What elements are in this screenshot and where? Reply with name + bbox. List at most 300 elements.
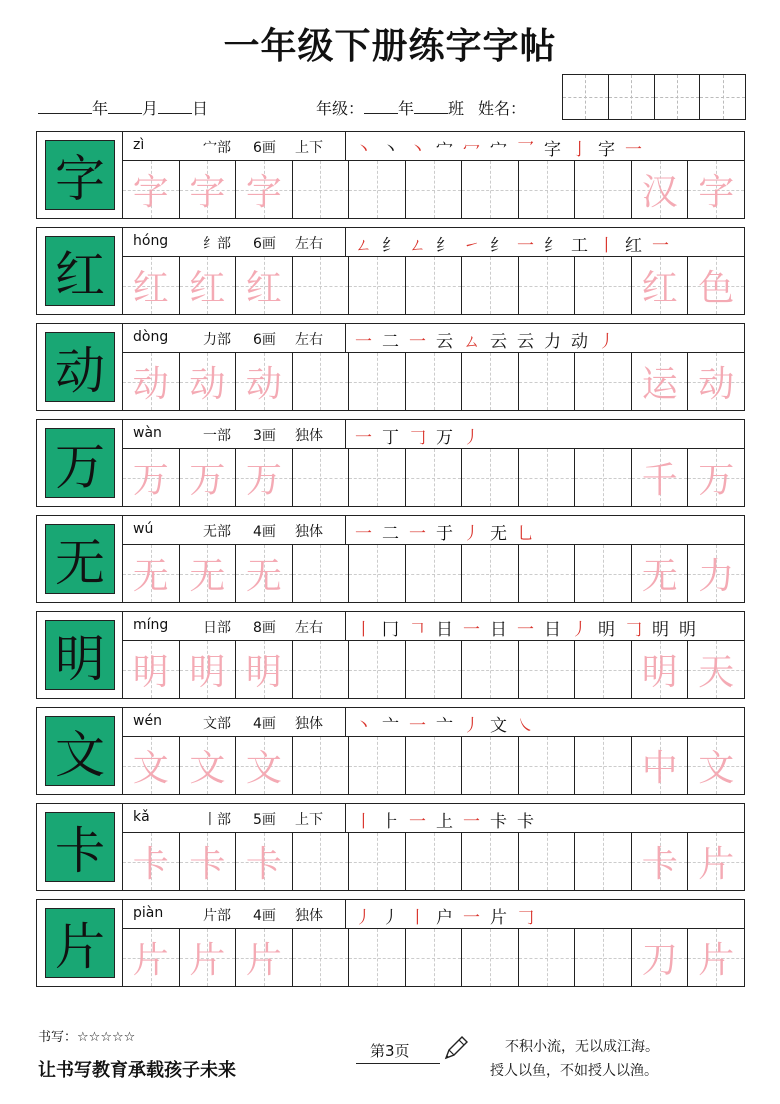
practice-cell[interactable] [688, 257, 744, 314]
pinyin: kǎ [133, 809, 150, 825]
practice-cell[interactable] [519, 929, 576, 986]
stroke-step-base: 丶 [382, 140, 409, 160]
trace-character: 万 [189, 460, 226, 501]
word-character: 卡 [641, 844, 678, 885]
practice-cell[interactable] [575, 161, 632, 218]
model-character: 动 [45, 332, 115, 402]
trace-character: 红 [132, 268, 169, 309]
stroke-step [598, 140, 652, 160]
practice-grid [123, 449, 744, 506]
trace-character: 卡 [189, 844, 226, 885]
stroke-step-base: 二 [382, 524, 409, 544]
big-char-cell [37, 516, 123, 602]
pinyin: zì [133, 137, 145, 153]
word-character: 动 [698, 364, 735, 405]
practice-cell[interactable] [123, 161, 180, 218]
char-info-row [123, 708, 744, 737]
practice-cell[interactable] [123, 353, 180, 410]
structure: 独体 [295, 428, 323, 444]
stroke-step-new: 一 [625, 140, 652, 160]
practice-cell[interactable] [519, 161, 576, 218]
year-label: 年 [92, 99, 109, 118]
trace-character: 红 [245, 268, 282, 309]
practice-cell[interactable] [632, 545, 689, 602]
stroke-step-base: 宀 [436, 140, 463, 160]
word-character: 文 [698, 748, 735, 789]
practice-cell[interactable] [293, 449, 350, 506]
stroke-step-new: 一 [409, 716, 436, 736]
class-blank[interactable] [414, 99, 448, 114]
stroke-step-base: 云 [436, 332, 463, 352]
practice-cell[interactable] [575, 449, 632, 506]
stroke-order [355, 231, 679, 256]
stroke-step [679, 620, 706, 640]
model-character: 万 [45, 428, 115, 498]
structure: 左右 [295, 236, 323, 252]
stroke-step [490, 524, 544, 544]
stroke-step [382, 716, 436, 736]
stroke-count: 4画 [253, 716, 276, 732]
stroke-step [490, 332, 517, 352]
practice-cell[interactable] [688, 545, 744, 602]
page-number: 第3页 [356, 1040, 440, 1064]
word-character: 色 [698, 268, 735, 309]
word-character: 红 [641, 268, 678, 309]
practice-cell[interactable] [180, 641, 237, 698]
stroke-step-base: 宀 [490, 140, 517, 160]
practice-cell[interactable] [293, 929, 350, 986]
stroke-step-new: 一 [517, 620, 544, 640]
practice-cell[interactable] [123, 449, 180, 506]
practice-cell[interactable] [123, 833, 180, 890]
stroke-step-base: 亠 [382, 716, 409, 736]
practice-cell[interactable] [632, 257, 689, 314]
stroke-order [355, 327, 625, 352]
year-blank[interactable] [38, 99, 92, 114]
practice-cell[interactable] [462, 353, 519, 410]
trace-character: 红 [189, 268, 226, 309]
practice-grid [123, 257, 744, 314]
stroke-step-new: 丨 [355, 812, 382, 832]
stroke-step [382, 236, 436, 256]
char-block [36, 803, 745, 891]
practice-cell[interactable] [632, 641, 689, 698]
stroke-step-base: 字 [598, 140, 625, 160]
practice-cell[interactable] [406, 353, 463, 410]
stroke-step-new: 丿 [463, 716, 490, 736]
stroke-step [382, 620, 436, 640]
char-info-row [123, 228, 744, 257]
stroke-step-base: 卡 [490, 812, 517, 832]
stroke-step-base: 纟 [436, 236, 463, 256]
practice-cell[interactable] [180, 545, 237, 602]
stroke-order [355, 711, 544, 736]
trace-character: 万 [245, 460, 282, 501]
char-block [36, 227, 745, 315]
practice-cell[interactable] [123, 641, 180, 698]
practice-cell[interactable] [462, 257, 519, 314]
page-title: 一年级下册练字字帖 [223, 26, 557, 67]
practice-cell[interactable] [293, 257, 350, 314]
practice-cell[interactable] [349, 545, 406, 602]
word-character: 汉 [641, 172, 678, 213]
practice-cell[interactable] [632, 161, 689, 218]
practice-cell[interactable] [632, 353, 689, 410]
practice-cell[interactable] [575, 737, 632, 794]
practice-cell[interactable] [236, 545, 293, 602]
practice-cell[interactable] [575, 545, 632, 602]
word-character: 中 [641, 748, 678, 789]
radical: 力部 [203, 332, 231, 348]
stroke-step-new: 一 [463, 908, 490, 928]
stroke-step [355, 620, 382, 640]
practice-cell[interactable] [519, 833, 576, 890]
practice-cell[interactable] [688, 161, 744, 218]
practice-cell[interactable] [462, 449, 519, 506]
practice-cell[interactable] [462, 641, 519, 698]
stroke-step [355, 236, 382, 256]
quote-line-1: 不积小流，无以成江海。 [505, 1039, 659, 1055]
word-character: 力 [698, 556, 735, 597]
radical: 纟部 [203, 236, 231, 252]
practice-cell[interactable] [688, 737, 744, 794]
practice-cell[interactable] [123, 545, 180, 602]
stroke-step [382, 428, 436, 448]
practice-cell[interactable] [519, 449, 576, 506]
stroke-step-new: 一 [652, 236, 679, 256]
big-char-cell [37, 324, 123, 410]
trace-character: 明 [189, 652, 226, 693]
stroke-step [652, 620, 679, 640]
stroke-step-base: 丿 [382, 908, 409, 928]
trace-character: 字 [132, 172, 169, 213]
practice-cell[interactable] [293, 161, 350, 218]
stroke-step [517, 332, 571, 352]
stroke-step-base: 明 [652, 620, 679, 640]
practice-cell[interactable] [236, 641, 293, 698]
practice-cell[interactable] [349, 449, 406, 506]
practice-cell[interactable] [236, 833, 293, 890]
stroke-step [544, 620, 598, 640]
practice-cell[interactable] [519, 545, 576, 602]
model-character: 红 [45, 236, 115, 306]
stroke-step-base: ⺊ [382, 812, 409, 832]
trace-character: 字 [245, 172, 282, 213]
practice-cell[interactable] [123, 929, 180, 986]
practice-cell[interactable] [519, 257, 576, 314]
stroke-step-base: 亠 [436, 716, 463, 736]
char-info-row [123, 612, 744, 641]
practice-cell[interactable] [406, 641, 463, 698]
stroke-order [355, 903, 544, 928]
stroke-step-base: 红 [625, 236, 652, 256]
stroke-step [436, 524, 490, 544]
practice-cell[interactable] [575, 833, 632, 890]
stroke-step [544, 236, 625, 256]
practice-cell[interactable] [123, 257, 180, 314]
stroke-step-new: 𠃌 [625, 620, 652, 640]
stroke-step [490, 716, 544, 736]
stroke-step-base: 明 [679, 620, 706, 640]
practice-cell[interactable] [688, 833, 744, 890]
radical: 文部 [203, 716, 231, 732]
practice-cell[interactable] [688, 449, 744, 506]
practice-cell[interactable] [236, 929, 293, 986]
practice-cell[interactable] [349, 641, 406, 698]
stroke-step [436, 812, 490, 832]
practice-cell[interactable] [632, 737, 689, 794]
practice-cell[interactable] [180, 833, 237, 890]
practice-cell[interactable] [632, 833, 689, 890]
practice-cell[interactable] [293, 353, 350, 410]
practice-cell[interactable] [519, 353, 576, 410]
char-block [36, 323, 745, 411]
practice-cell[interactable] [406, 737, 463, 794]
stroke-step-base: 卡 [517, 812, 544, 832]
stroke-step-new: 丿 [463, 524, 490, 544]
stroke-step-base: 字 [544, 140, 571, 160]
practice-cell[interactable] [462, 161, 519, 218]
month-blank[interactable] [108, 99, 142, 114]
stroke-count: 3画 [253, 428, 276, 444]
stroke-step-base: 丁 [382, 428, 409, 448]
practice-cell[interactable] [236, 353, 293, 410]
stroke-order [355, 423, 490, 448]
stroke-step [355, 140, 382, 160]
stroke-step-new: 丿 [463, 428, 490, 448]
practice-cell[interactable] [406, 545, 463, 602]
stroke-step [490, 812, 517, 832]
practice-cell[interactable] [349, 257, 406, 314]
stroke-step-base: 明 [598, 620, 625, 640]
practice-cell[interactable] [575, 929, 632, 986]
practice-cell[interactable] [123, 737, 180, 794]
stroke-step-new: 一 [463, 620, 490, 640]
radical: 日部 [203, 620, 231, 636]
stroke-step-base: 二 [382, 332, 409, 352]
practice-cell[interactable] [180, 353, 237, 410]
stroke-count: 4画 [253, 908, 276, 924]
practice-cell[interactable] [349, 929, 406, 986]
practice-cell[interactable] [349, 161, 406, 218]
word-character: 刀 [641, 940, 678, 981]
char-block [36, 611, 745, 699]
big-char-cell [37, 900, 123, 986]
practice-cell[interactable] [293, 641, 350, 698]
star-rating[interactable]: ☆☆☆☆☆ [77, 1030, 136, 1045]
stroke-step-new: 𠃍 [409, 620, 436, 640]
grade-blank[interactable] [364, 99, 398, 114]
practice-cell[interactable] [236, 737, 293, 794]
stroke-step-new: 一 [409, 524, 436, 544]
practice-cell[interactable] [575, 641, 632, 698]
stroke-step [625, 236, 679, 256]
practice-cell[interactable] [406, 257, 463, 314]
stroke-step-new: 一 [355, 524, 382, 544]
practice-cell[interactable] [688, 929, 744, 986]
practice-cell[interactable] [575, 353, 632, 410]
stroke-step-new: ㇏ [517, 716, 544, 736]
practice-cell[interactable] [575, 257, 632, 314]
radical: 丨部 [203, 812, 231, 828]
practice-cell[interactable] [180, 737, 237, 794]
stroke-count: 8画 [253, 620, 276, 636]
stroke-count: 4画 [253, 524, 276, 540]
writing-rating [38, 1026, 135, 1045]
stroke-step-new: 丶 [355, 140, 382, 160]
practice-cell[interactable] [519, 737, 576, 794]
stroke-order [355, 615, 706, 640]
name-label: 姓名： [478, 99, 527, 118]
stroke-step-new: 冖 [463, 140, 490, 160]
stroke-step-base: 云力 [517, 332, 571, 352]
stroke-step-new: 一 [409, 332, 436, 352]
char-block [36, 419, 745, 507]
big-char-cell [37, 228, 123, 314]
stroke-step [436, 140, 490, 160]
stroke-step-base: 片 [490, 908, 517, 928]
stroke-step [436, 332, 490, 352]
stroke-step-base: 冂 [382, 620, 409, 640]
practice-cell[interactable] [180, 257, 237, 314]
practice-cell[interactable] [688, 353, 744, 410]
practice-grid [123, 161, 744, 218]
word-character: 万 [698, 460, 735, 501]
char-block [36, 131, 745, 219]
practice-cell[interactable] [180, 449, 237, 506]
practice-cell[interactable] [688, 641, 744, 698]
trace-character: 片 [245, 940, 282, 981]
stroke-step-new: 丶 [355, 716, 382, 736]
practice-cell[interactable] [406, 833, 463, 890]
stroke-step-new: 一 [517, 236, 544, 256]
practice-cell[interactable] [406, 929, 463, 986]
practice-cell[interactable] [180, 929, 237, 986]
structure: 独体 [295, 908, 323, 924]
practice-cell[interactable] [180, 161, 237, 218]
practice-grid [123, 545, 744, 602]
word-character: 片 [698, 940, 735, 981]
practice-cell[interactable] [349, 737, 406, 794]
stroke-step [382, 524, 436, 544]
trace-character: 动 [132, 364, 169, 405]
practice-cell[interactable] [462, 737, 519, 794]
stroke-count: 6画 [253, 140, 276, 156]
practice-cell[interactable] [293, 833, 350, 890]
practice-cell[interactable] [406, 161, 463, 218]
practice-cell[interactable] [632, 929, 689, 986]
stroke-step-new: 一 [355, 428, 382, 448]
stroke-step-new: 乚 [517, 524, 544, 544]
class-label: 班 [448, 99, 465, 118]
practice-cell[interactable] [349, 353, 406, 410]
trace-character: 明 [245, 652, 282, 693]
model-character: 无 [45, 524, 115, 594]
stroke-step-new: 丨 [355, 620, 382, 640]
practice-cell[interactable] [632, 449, 689, 506]
stroke-step-base: 文 [490, 716, 517, 736]
stroke-step-base: 上 [436, 812, 463, 832]
pinyin: wú [133, 521, 154, 537]
model-character: 卡 [45, 812, 115, 882]
pinyin: dòng [133, 329, 169, 345]
structure: 独体 [295, 716, 323, 732]
char-block [36, 707, 745, 795]
stroke-step-new: 亅 [571, 140, 598, 160]
trace-character: 无 [132, 556, 169, 597]
trace-character: 万 [132, 460, 169, 501]
practice-cell[interactable] [293, 545, 350, 602]
structure: 独体 [295, 524, 323, 540]
stroke-step-new: 丿 [355, 908, 382, 928]
practice-cell[interactable] [349, 833, 406, 890]
practice-cell[interactable] [462, 833, 519, 890]
practice-grid [123, 737, 744, 794]
char-info-row [123, 324, 744, 353]
practice-cell[interactable] [293, 737, 350, 794]
model-character: 字 [45, 140, 115, 210]
practice-cell[interactable] [406, 449, 463, 506]
trace-character: 无 [245, 556, 282, 597]
radical: 无部 [203, 524, 231, 540]
word-character: 明 [641, 652, 678, 693]
big-char-cell [37, 420, 123, 506]
stroke-step [598, 620, 652, 640]
stroke-step [436, 716, 490, 736]
char-info-row [123, 804, 744, 833]
stroke-step-base: 日 [544, 620, 571, 640]
practice-cell[interactable] [236, 449, 293, 506]
stroke-step [571, 332, 625, 352]
practice-cell[interactable] [519, 641, 576, 698]
pinyin: wén [133, 713, 162, 729]
stroke-step-new: 一 [355, 332, 382, 352]
structure: 左右 [295, 332, 323, 348]
stroke-step-base: 纟工 [544, 236, 598, 256]
model-character: 明 [45, 620, 115, 690]
stroke-step-new: 乛 [517, 140, 544, 160]
trace-character: 动 [245, 364, 282, 405]
trace-character: 文 [132, 748, 169, 789]
pinyin: hóng [133, 233, 169, 249]
name-boxes[interactable] [562, 74, 746, 120]
trace-character: 文 [189, 748, 226, 789]
stroke-step [436, 620, 490, 640]
day-blank[interactable] [158, 99, 192, 114]
stroke-step [436, 908, 490, 928]
practice-grid [123, 353, 744, 410]
practice-cell[interactable] [236, 161, 293, 218]
trace-character: 无 [189, 556, 226, 597]
stroke-step-base: 于 [436, 524, 463, 544]
trace-character: 卡 [245, 844, 282, 885]
word-character: 片 [698, 844, 735, 885]
stroke-step [490, 236, 544, 256]
date-line [38, 96, 208, 119]
practice-cell[interactable] [462, 929, 519, 986]
stroke-step [355, 716, 382, 736]
stroke-step-base: 日 [490, 620, 517, 640]
stroke-count: 6画 [253, 236, 276, 252]
trace-character: 片 [189, 940, 226, 981]
trace-character: 字 [189, 172, 226, 213]
practice-grid [123, 929, 744, 986]
pen-icon [442, 1034, 470, 1062]
stroke-step [490, 620, 544, 640]
trace-character: 文 [245, 748, 282, 789]
practice-cell[interactable] [236, 257, 293, 314]
practice-cell[interactable] [462, 545, 519, 602]
